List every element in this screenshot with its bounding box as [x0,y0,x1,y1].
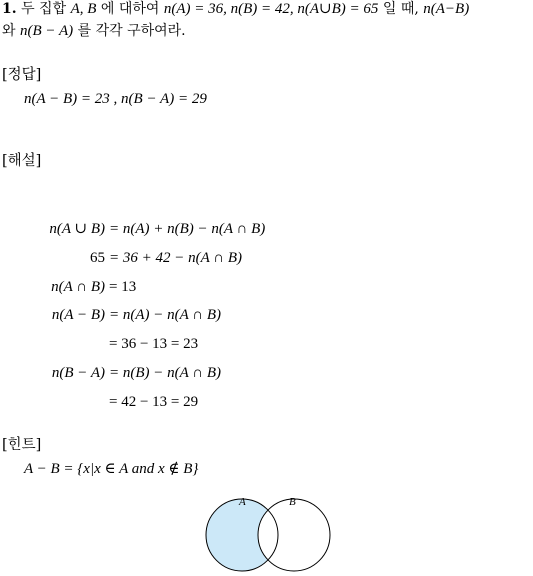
venn-diagram [200,492,340,576]
problem-sets: A, B [70,1,97,17]
problem-number: 1. [2,1,17,17]
problem-line2-prefix: 와 [2,23,16,39]
problem-line2-suffix: 를 각각 구하여라. [77,23,186,39]
problem-text-b: 에 대하여 [100,1,160,17]
explanation-heading: [해설] [2,153,42,169]
explanation-rhs: = 36 + 42 − n(A ∩ B) [109,250,242,266]
answer-heading: [정답] [2,67,42,83]
explanation-lhs: n(A ∪ B) [49,221,105,237]
problem-text-c: 일 때, [382,1,419,17]
explanation-rhs: = 36 − 13 = 23 [109,336,199,352]
explanation-lhs: n(A ∩ B) [51,279,105,295]
problem-target-2: n(B − A) [19,23,74,39]
problem-given: n(A) = 36, n(B) = 42, n(A∪B) = 65 [163,1,379,17]
problem-text-a: 두 집합 [21,1,67,17]
explanation-rhs: = n(B) − n(A ∩ B) [109,365,222,381]
hint-formula: A − B = {x|x ∈ A and x ∉ B} [24,461,199,477]
explanation-rhs: = 42 − 13 = 29 [109,394,199,410]
venn-label-a: A [239,496,246,508]
answer-text: n(A − B) = 23 , n(B − A) = 29 [24,91,207,107]
explanation-rhs: = n(A) + n(B) − n(A ∩ B) [109,221,266,237]
explanation-lhs: 65 [90,250,105,266]
problem-line-1 [2,0,469,18]
explanation-lhs: n(A − B) [51,307,105,323]
hint-heading: [힌트] [2,437,42,453]
explanation-lhs: n(B − A) [51,365,105,381]
explanation-rhs: = 13 [109,279,137,295]
venn-label-b: B [289,496,296,508]
problem-line-2 [2,22,186,40]
problem-target-1: n(A−B) [423,1,470,17]
explanation-rhs: = n(A) − n(A ∩ B) [109,307,222,323]
